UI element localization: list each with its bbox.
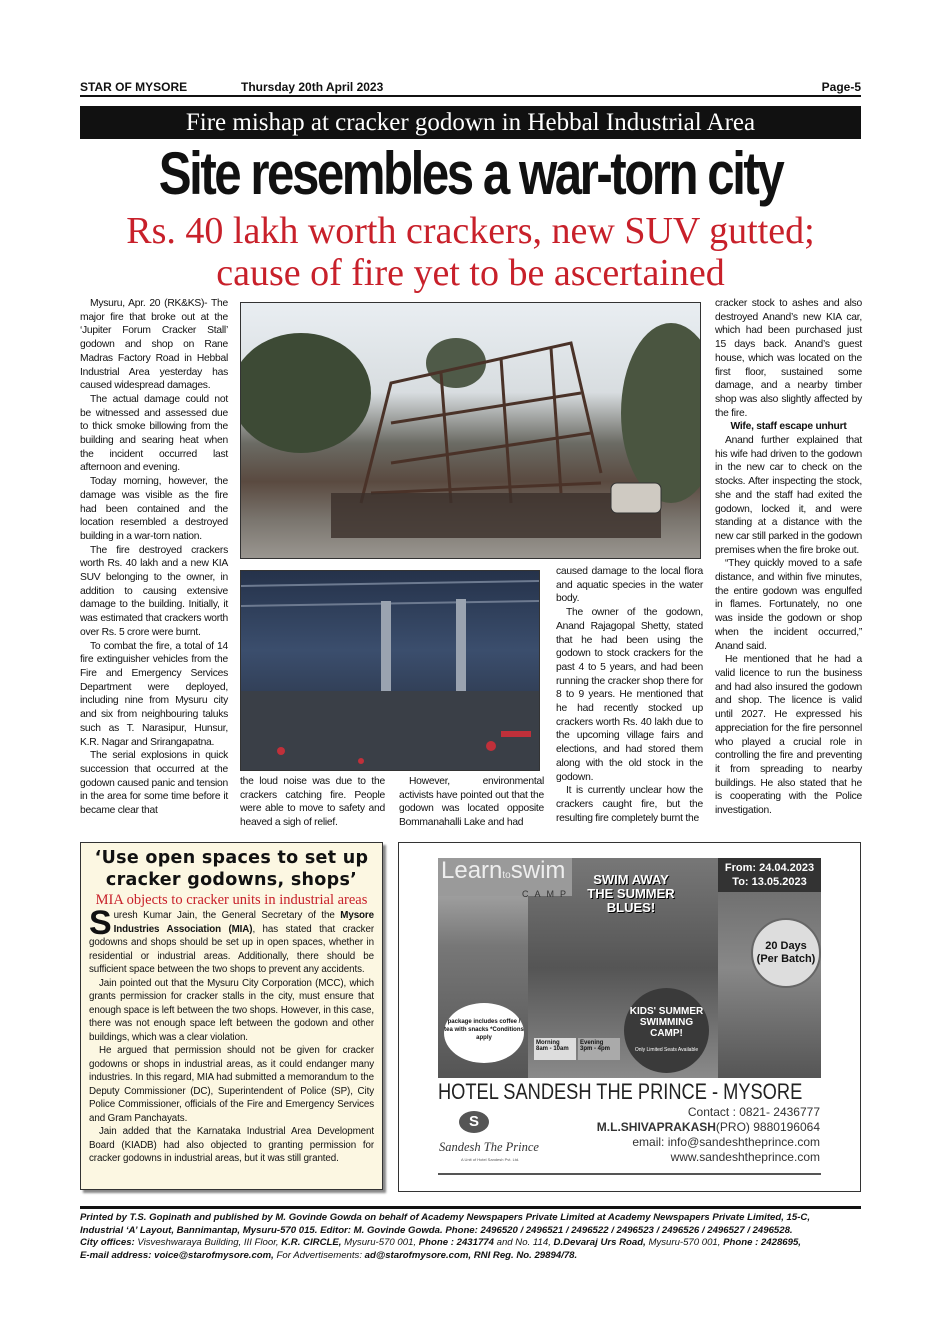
article-column-3	[399, 775, 544, 830]
paragraph: Mysuru, Apr. 20 (RK&KS)- The major fire that broke out at the ‘Jupiter Forum Cracker Stall’ godown and shop on Rane Madras Factory Road in Hebbal Industrial Area yesterday has caused widespread damages.	[80, 298, 228, 392]
photo-godown-interior	[240, 570, 540, 771]
kids-camp-badge	[624, 988, 709, 1073]
kicker-banner: Fire mishap at cracker godown in Hebbal Industrial Area	[80, 106, 861, 139]
paragraph: The serial explosions in quick succession that occurred at the godown caused panic and tension in the area for some time before it became clear that	[80, 750, 228, 817]
t: D.Devaraj Urs Road,	[553, 1237, 646, 1249]
label: Morning	[536, 1040, 560, 1046]
time: 8am - 10am	[536, 1046, 569, 1052]
logo-text: CAMP	[521, 889, 572, 899]
burnt-building-illustration	[241, 303, 701, 559]
subheadline-line: cause of fire yet to be ascertained	[216, 252, 725, 294]
paragraph: Today morning, however, the damage was visible as the fire had been contained and the location resembled a destroyed building in a war-torn nation.	[80, 476, 228, 542]
paragraph: cracker stock to ashes and also destroyed Anand’s new KIA car, which had been purchased just 15 days back. Anand’s guest house, which was located on the first floor, sustained some damage, and a nearby timber shop was also slightly affected by the fire.	[715, 298, 862, 419]
hotel-name: HOTEL SANDESH THE PRINCE - MYSORE	[438, 1079, 803, 1104]
to-date: To: 13.05.2023	[732, 876, 807, 888]
section-subheading: Wife, staff escape unhurt	[730, 421, 847, 433]
paragraph: the loud noise was due to the crackers catching fire. People were able to move to safety and heaved a sigh of relief.	[240, 776, 385, 829]
photo-burnt-building	[240, 302, 701, 559]
imprint-line	[80, 1250, 861, 1263]
limited-seats-text: Only Limited Seats Available	[634, 1047, 699, 1053]
advertisement-swim-camp	[398, 842, 861, 1192]
paragraph: The owner of the godown, Anand Rajagopal Shetty, stated that he had been using the godown to stock crackers for the past 4 to 5 years, and had been running the cracker shop there for 8 to 9 years. He mentioned that he had recently stocked up crackers worth Rs. 40 lakh due to the upcoming village fairs and elections, and had stored them along with the old stock in the godown.	[556, 607, 703, 783]
drop-cap: S	[89, 904, 112, 942]
label: Evening	[580, 1040, 604, 1046]
ad-rule	[438, 1173, 821, 1175]
t: K.R. CIRCLE,	[281, 1237, 342, 1249]
t: Mysuru-570 001,	[341, 1237, 419, 1249]
hotel-logo-icon: S	[459, 1111, 489, 1133]
paragraph: Anand further explained that his wife had driven to the godown in the new car to check on the stocks. After inspecting the stock, she and the staff had exited the godown, locked it, and were standing at a distance with the new car still parked in the godown premises when the fire broke out.	[715, 435, 862, 556]
logo-text: swim	[510, 857, 566, 884]
contact-phone: Contact : 0821- 2436777	[687, 1105, 820, 1119]
article-column-5	[715, 297, 862, 818]
box-subtitle: MIA objects to cracker units in industrial areas	[95, 892, 368, 908]
package-badge: package includes coffee / tea with snacks *Conditions apply	[444, 1003, 524, 1063]
paragraph: caused damage to the local flora and aquatic species in the water body.	[556, 566, 703, 605]
t: ad@starofmysore.com, RNI Reg. No. 29894/78.	[364, 1249, 578, 1261]
article-column-2	[240, 775, 385, 830]
paragraph: The actual damage could not be witnessed and assessed due to thick smoke billowing from the building and searing heat when the incident occurred last afternoon and evening.	[80, 393, 228, 474]
evening-timing	[578, 1038, 620, 1060]
text: uresh Kumar Jain, the General Secretary of the	[113, 910, 341, 921]
sidebar-story-box	[80, 842, 383, 1190]
article-column-4	[556, 565, 703, 825]
paragraph: The fire destroyed crackers worth Rs. 40 lakh and a new KIA SUV belonging to the owner, in addition to causing extensive damage to the building. Initially, it was estimated that crackers worth over Rs. 5 crore were burnt.	[80, 544, 228, 638]
t: Phone : 2431774	[418, 1237, 494, 1249]
text: , has stated that cracker godowns and shops should be set up in open spaces, whether in residential or industrial areas. Additionally, there should be sufficient space between the two shops to prevent any accidents.	[89, 923, 374, 975]
t: Phone : 2428695,	[723, 1237, 801, 1249]
issue-date: Thursday 20th April 2023	[241, 80, 384, 94]
pro-phone: (PRO) 9880196064	[715, 1120, 820, 1134]
t: E-mail address: voice@starofmysore.com,	[80, 1249, 274, 1261]
swim-away-slogan: SWIM AWAY THE SUMMER BLUES!	[587, 872, 675, 915]
logo-text: to	[502, 870, 511, 881]
headline: Site resembles a war-torn city	[158, 140, 783, 207]
paragraph: However, environmental activists have pointed out that the godown was located opposite Bommanahalli Lake and had	[399, 776, 544, 829]
subheadline	[80, 210, 861, 294]
imprint-line: Industrial ‘A’ Layout, Bannimantap, Mysuru-570 015. Editor: M. Govinde Gowda. Phone: 2496520 / 2496521 / 2496522 / 2496523 / 2496526 / 2496527 / 2496528.	[80, 1224, 793, 1236]
morning-timing	[534, 1038, 576, 1060]
imprint-line	[80, 1237, 861, 1250]
contact-website[interactable]: www.sandeshtheprince.com	[670, 1150, 820, 1164]
box-body	[89, 904, 374, 1166]
footer-rule	[80, 1206, 861, 1209]
paragraph: He mentioned that he had a valid licence to run the business and had also insured the godown and shop. The licence is valid until 2027. He expressed his appreciation for the fire personnel who played a crucial role in controlling the fire and preventing it from spreading to nearby buildings. He also stated that he is cooperating with the Police investigation.	[715, 654, 862, 817]
org-name: Mysore Industries Association (MIA)	[113, 910, 374, 935]
paragraph: Jain pointed out that the Mysuru City Corporation (MCC), which grants permission for cracker stalls in the city, must ensure that enough space is left between the two shops. However, in this case, there was not enough space left between the godown and other buildings, which was a clear violation.	[89, 977, 374, 1043]
contact-block	[597, 1105, 820, 1165]
t: and No. 114,	[493, 1237, 554, 1249]
learn-to-swim-logo	[438, 857, 572, 899]
imprint-line: Printed by T.S. Gopinath and published by M. Govinde Gowda on behalf of Academy Newspapers Private Limited at Academy Newspapers Private Limited, 15-C,	[80, 1212, 810, 1223]
t: City offices:	[80, 1237, 135, 1249]
hotel-brand-sub: A Unit of Hotel Sandesh Pvt. Ltd.	[461, 1157, 520, 1162]
paragraph: Jain added that the Karnataka Industrial Area Development Board (KIADB) had also objected to granting permission for cracker godowns in industrial areas, but it was still granted.	[89, 1126, 374, 1164]
paragraph: “They quickly moved to a safe distance, and within five minutes, the entire godown was engulfed in flames. Fortunately, no one was inside the godown or shop when the incident occurred,” Anand said.	[715, 558, 862, 652]
kids-camp-text: KIDS' SUMMER SWIMMING CAMP!	[629, 1006, 704, 1039]
paragraph: It is currently unclear how the crackers caught fire, but the resulting fire completely burnt the	[556, 785, 703, 824]
article-column-1	[80, 297, 228, 818]
page-number: Page-5	[821, 80, 861, 94]
hotel-brand: Sandesh The Prince	[439, 1140, 539, 1154]
header-rule	[80, 95, 861, 97]
newspaper-name: STAR OF MYSORE	[80, 80, 188, 94]
pro-name: M.L.SHIVAPRAKASH	[596, 1120, 716, 1134]
imprint-footer	[80, 1212, 861, 1262]
time: 3pm - 4pm	[580, 1046, 611, 1052]
logo-text: Learn	[441, 857, 503, 884]
godown-interior-illustration	[241, 571, 540, 771]
subheadline-line: Rs. 40 lakh worth crackers, new SUV gutted;	[126, 210, 815, 252]
t: Mysuru-570 001,	[645, 1237, 724, 1249]
from-date: From: 24.04.2023	[724, 862, 815, 874]
box-title: ‘Use open spaces to set up cracker godowns, shops’	[94, 848, 369, 890]
paragraph: To combat the fire, a total of 14 fire extinguisher vehicles from the Fire and Emergency Services Department were deployed, including nine from Mysuru city and six from neighbouring taluks such as T. Narasipur, Hunsur, K.R. Nagar and Srirangapatna.	[80, 640, 228, 748]
t: For Advertisements:	[273, 1249, 365, 1261]
paragraph: He argued that permission should not be given for cracker godowns or shops in industrial areas, as it could endanger many industries. In this regard, MIA had submitted a memorandum to the Deputy Commissioner (DC), Superintendent of Police (SP), City Police Commissioner, officials of the Fire and Emergency Services and Gram Panchayats.	[89, 1045, 374, 1124]
t: Visveshwaraya Building, III Floor,	[134, 1237, 282, 1249]
contact-email[interactable]: email: info@sandeshtheprince.com	[632, 1135, 820, 1149]
camp-dates	[718, 858, 821, 892]
duration-badge: 20 Days (Per Batch)	[751, 918, 821, 988]
